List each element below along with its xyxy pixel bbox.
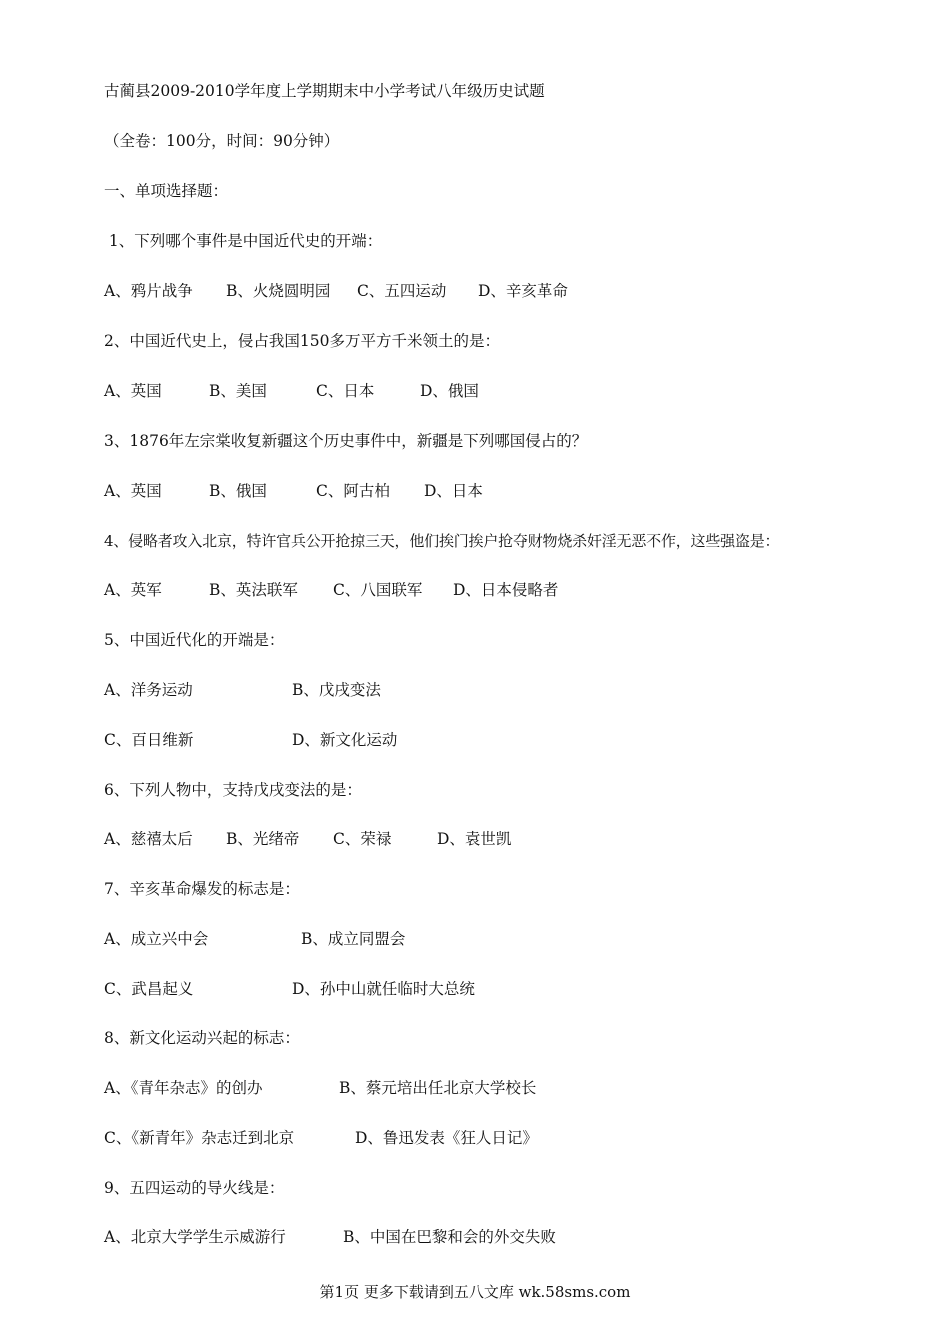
option-d: D、孙中山就任临时大总统 (292, 980, 475, 998)
option-b: B、成立同盟会 (301, 930, 406, 948)
question-stem: 3、1876年左宗棠收复新疆这个历史事件中，新疆是下列哪国侵占的？ (104, 432, 588, 450)
option-c: C、五四运动 (357, 282, 447, 300)
option-b: B、中国在巴黎和会的外交失败 (343, 1228, 556, 1246)
option-a: A、《青年杂志》的创办 (104, 1079, 263, 1097)
option-c: C、《新青年》杂志迁到北京 (104, 1129, 295, 1147)
option-b: B、英法联军 (209, 581, 298, 599)
option-d: D、日本 (424, 482, 483, 500)
option-b: B、戊戌变法 (292, 681, 381, 699)
question-stem: 1、下列哪个事件是中国近代史的开端： (104, 232, 383, 250)
question-stem: 9、五四运动的导火线是： (104, 1179, 285, 1197)
question-stem: 6、下列人物中，支持戊戌变法的是： (104, 781, 362, 799)
option-d: D、袁世凯 (437, 830, 512, 848)
option-b: B、蔡元培出任北京大学校长 (339, 1079, 537, 1097)
section-heading: 一、单项选择题： (104, 182, 229, 200)
question-stem: 2、中国近代史上，侵占我国150多万平方千米领土的是： (104, 332, 500, 350)
option-c: C、百日维新 (104, 731, 194, 749)
question-stem: 4、侵略者攻入北京，特许官兵公开抢掠三天，他们挨门挨户抢夺财物烧杀奸淫无恶不作，这些强盗是： (104, 532, 780, 550)
option-a: A、英国 (104, 482, 162, 500)
exam-title: 古蔺县2009-2010学年度上学期期末中小学考试八年级历史试题 (104, 82, 545, 100)
question-stem: 7、辛亥革命爆发的标志是： (104, 880, 300, 898)
exam-subtitle: （全卷：100分，时间：90分钟） (104, 132, 340, 150)
option-d: D、辛亥革命 (478, 282, 568, 300)
option-a: A、北京大学学生示威游行 (104, 1228, 286, 1246)
option-c: C、武昌起义 (104, 980, 194, 998)
option-a: A、洋务运动 (104, 681, 193, 699)
option-c: C、八国联军 (333, 581, 423, 599)
option-d: D、日本侵略者 (453, 581, 559, 599)
option-b: B、美国 (209, 382, 267, 400)
option-b: B、俄国 (209, 482, 267, 500)
option-b: B、光绪帝 (226, 830, 300, 848)
option-c: C、阿古柏 (316, 482, 390, 500)
option-d: D、俄国 (420, 382, 479, 400)
option-a: A、鸦片战争 (104, 282, 193, 300)
option-b: B、火烧圆明园 (226, 282, 331, 300)
question-stem: 5、中国近代化的开端是： (104, 631, 285, 649)
page-footer: 第1页 更多下载请到五八文库 wk.58sms.com (319, 1283, 631, 1301)
option-c: C、日本 (316, 382, 375, 400)
option-a: A、慈禧太后 (104, 830, 193, 848)
option-a: A、英军 (104, 581, 162, 599)
question-stem: 8、新文化运动兴起的标志： (104, 1029, 300, 1047)
option-d: D、鲁迅发表《狂人日记》 (355, 1129, 538, 1147)
option-c: C、荣禄 (333, 830, 392, 848)
option-d: D、新文化运动 (292, 731, 398, 749)
option-a: A、成立兴中会 (104, 930, 209, 948)
option-a: A、英国 (104, 382, 162, 400)
